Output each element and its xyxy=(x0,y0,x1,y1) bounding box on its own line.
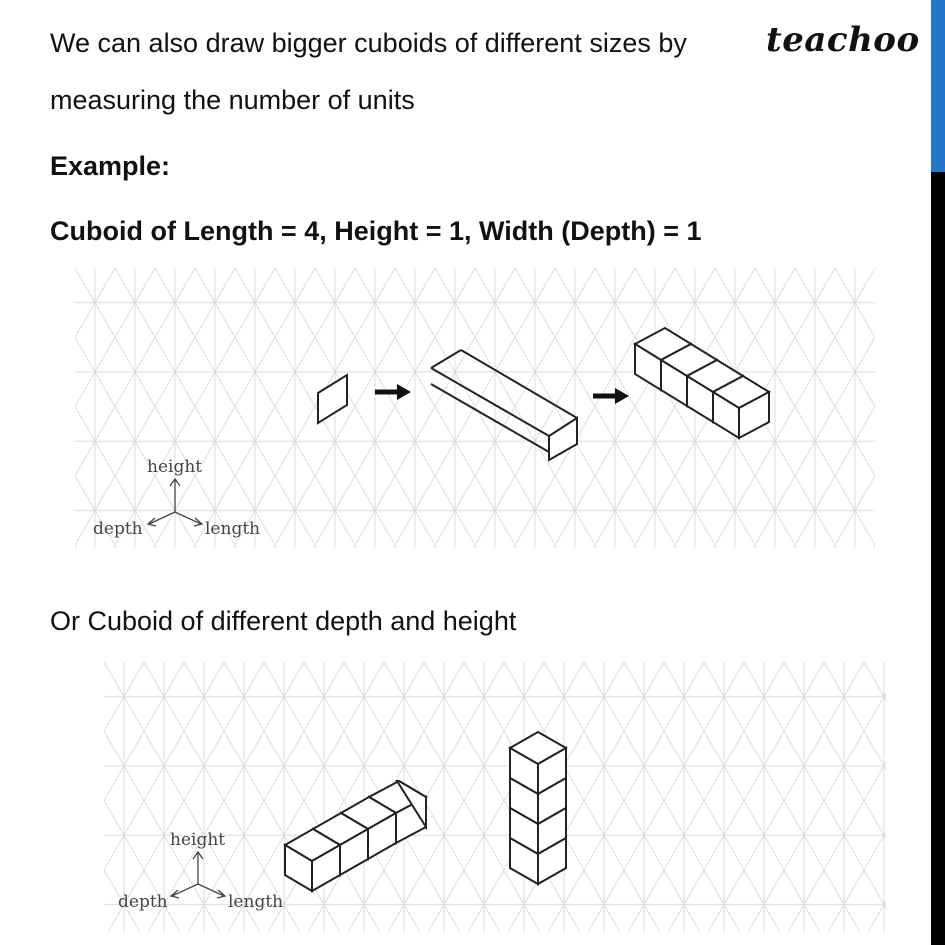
axis-label-depth: depth xyxy=(118,892,168,912)
axis-label-height: height xyxy=(170,830,226,850)
cube-stack-height-4 xyxy=(510,732,566,884)
example-heading: Example: xyxy=(50,151,171,181)
axis-label-length: length xyxy=(205,519,261,539)
intro-line-2: measuring the number of units xyxy=(50,85,415,115)
axis-label-depth: depth xyxy=(93,519,143,539)
isometric-figure-2 xyxy=(104,662,886,932)
teachoo-logo: teachoo xyxy=(766,20,920,60)
axis-label-length: length xyxy=(228,892,284,912)
intro-line-1: We can also draw bigger cuboids of different sizes by xyxy=(50,28,687,58)
axis-label-height: height xyxy=(147,457,203,477)
figure-1-svg xyxy=(75,268,875,548)
figure-2-svg xyxy=(104,662,886,932)
sidebar-accent xyxy=(931,0,945,172)
second-heading: Or Cuboid of different depth and height xyxy=(50,606,517,636)
iso-grid xyxy=(104,662,886,932)
isometric-figure-1 xyxy=(75,268,875,548)
cuboid-heading: Cuboid of Length = 4, Height = 1, Width (Depth) = 1 xyxy=(50,216,702,246)
